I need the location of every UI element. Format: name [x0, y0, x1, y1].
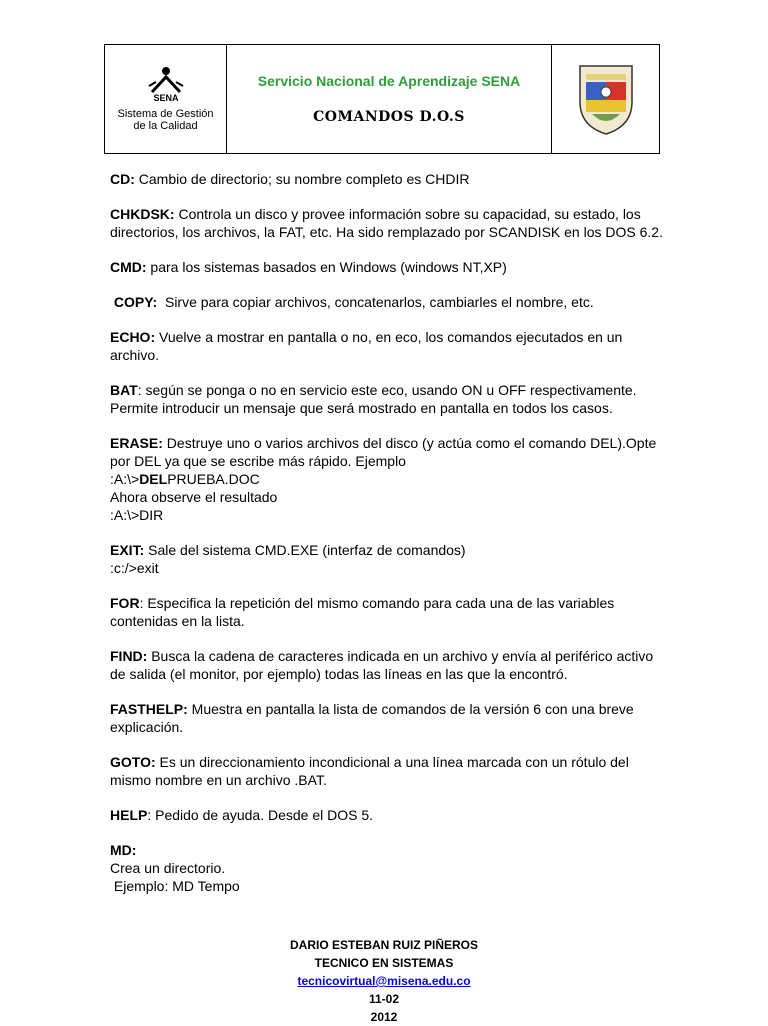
- example-command: DEL: [139, 471, 168, 487]
- sena-logo-icon: [146, 66, 186, 102]
- document-footer: [0, 936, 768, 1026]
- command-description: Controla un disco y provee información sobre su capacidad, su estado, los directorios, los archivos, la FAT, etc. Ha sido remplazado por SCANDISK en los DOS 6.2.: [110, 206, 663, 240]
- commands-content: [110, 170, 670, 912]
- command-description: Muestra en pantalla la lista de comandos de la versión 6 con una breve explicación.: [110, 701, 634, 735]
- school-shield-icon: [576, 62, 636, 136]
- document-header: [104, 44, 660, 154]
- author-email-link[interactable]: tecnicovirtual@misena.edu.co: [297, 974, 471, 988]
- command-name: HELP: [110, 807, 148, 823]
- example-prompt: :A:\>: [110, 471, 140, 487]
- command-name: CHKDSK:: [110, 206, 175, 222]
- year: 2012: [370, 1010, 398, 1024]
- command-name: CD:: [110, 171, 135, 187]
- entry-exit: [110, 541, 670, 577]
- entry-md: [110, 841, 670, 895]
- command-name: COPY:: [110, 294, 158, 310]
- command-name: EXIT:: [110, 542, 145, 558]
- entry-chkdsk: [110, 205, 670, 241]
- quality-system-label: Sistema de Gestión de la Calidad: [117, 108, 214, 132]
- header-left-cell: [105, 45, 227, 153]
- entry-erase: [110, 434, 670, 524]
- command-description: Sirve para copiar archivos, concatenarlos, cambiarles el nombre, etc.: [157, 294, 594, 310]
- command-description: : según se ponga o no en servicio este eco, usando ON u OFF respectivamente. Permite introducir un mensaje que será mostrado en pantalla en todos los casos.: [110, 382, 637, 416]
- command-description: : Pedido de ayuda. Desde el DOS 5.: [147, 807, 374, 823]
- command-name: FOR: [110, 595, 140, 611]
- command-description: Es un direccionamiento incondicional a una línea marcada con un rótulo del mismo nombre en un archivo .BAT.: [110, 754, 629, 788]
- entry-cd: [110, 170, 670, 188]
- command-name: CMD:: [110, 259, 147, 275]
- command-description: Destruye uno o varios archivos del disco (y actúa como el comando DEL).Opte por DEL ya que se escribe más rápido. Ejemplo: [110, 435, 657, 469]
- entry-goto: [110, 753, 670, 789]
- sena-logo-text: SENA: [152, 93, 179, 102]
- command-name: MD:: [110, 842, 137, 858]
- command-description: Sale del sistema CMD.EXE (interfaz de comandos): [144, 542, 466, 558]
- group-code: 11-02: [368, 992, 400, 1006]
- entry-bat: [110, 381, 670, 417]
- command-name: FASTHELP:: [110, 701, 188, 717]
- command-description: : Especifica la repetición del mismo comando para cada una de las variables contenidas en la lista.: [110, 595, 615, 629]
- command-name: BAT: [110, 382, 138, 398]
- author-name: DARIO ESTEBAN RUIZ PIÑEROS: [289, 938, 478, 952]
- command-description: Busca la cadena de caracteres indicada en un archivo y envía al periférico activo de salida (el monitor, por ejemplo) todas las líneas en las que la encontró.: [110, 648, 654, 682]
- author-role: TECNICO EN SISTEMAS: [314, 956, 454, 970]
- entry-echo: [110, 328, 670, 364]
- command-description: Vuelve a mostrar en pantalla o no, en eco, los comandos ejecutados en un archivo.: [110, 329, 623, 363]
- example-note: Ahora observe el resultado: [110, 489, 278, 505]
- command-name: GOTO:: [110, 754, 156, 770]
- entry-help: [110, 806, 670, 824]
- institution-name: Servicio Nacional de Aprendizaje SENA: [257, 73, 521, 89]
- entry-find: [110, 647, 670, 683]
- exit-example: :c:/>exit: [110, 560, 159, 576]
- header-right-cell: [552, 45, 659, 153]
- example-dir: :A:\>DIR: [110, 507, 164, 523]
- example-argument: PRUEBA.DOC: [167, 471, 260, 487]
- entry-cmd: [110, 258, 670, 276]
- command-name: FIND:: [110, 648, 148, 664]
- command-description: para los sistemas basados en Windows (windows NT,XP): [146, 259, 507, 275]
- md-example: Ejemplo: MD Tempo: [110, 878, 240, 894]
- header-title-cell: [227, 45, 552, 153]
- document-title: COMANDOS D.O.S: [313, 109, 465, 125]
- command-name: ERASE:: [110, 435, 163, 451]
- entry-fasthelp: [110, 700, 670, 736]
- command-description: Cambio de directorio; su nombre completo es CHDIR: [134, 171, 470, 187]
- entry-copy: [110, 293, 670, 311]
- md-description: Crea un directorio.: [110, 860, 226, 876]
- command-name: ECHO:: [110, 329, 156, 345]
- entry-for: [110, 594, 670, 630]
